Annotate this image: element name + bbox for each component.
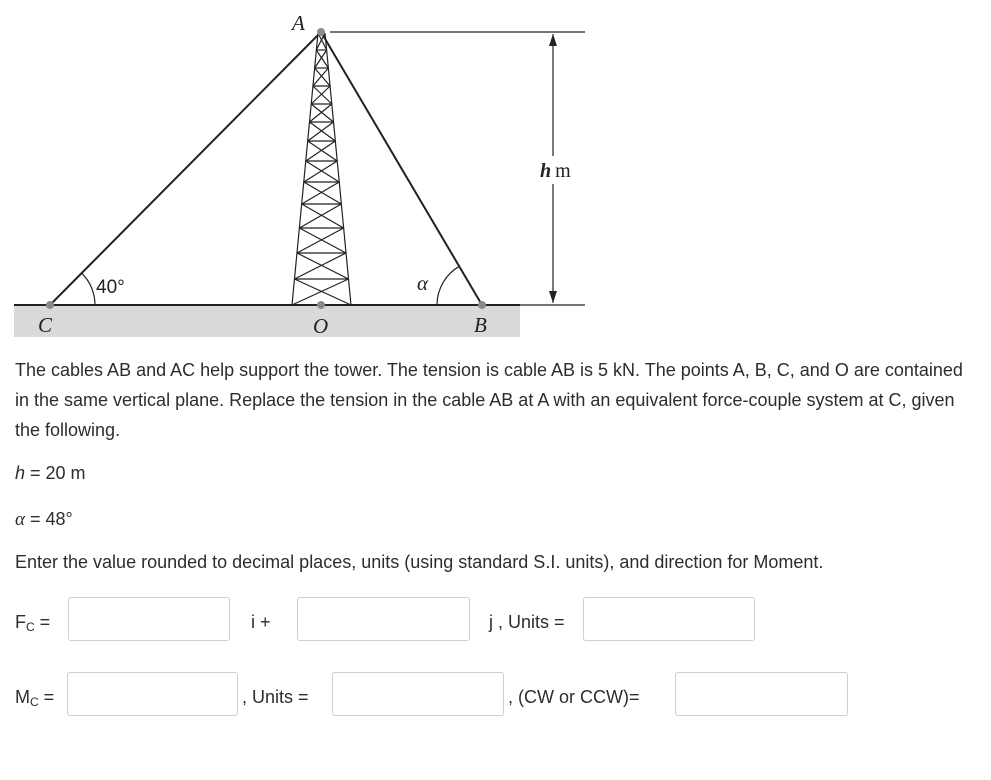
- mc-label: $M_C$ =: [15, 687, 55, 709]
- mc-units-label: , Units =: [242, 687, 309, 707]
- point-b-dot: [478, 301, 486, 309]
- point-c-dot: [46, 301, 54, 309]
- label-b: B: [474, 313, 487, 337]
- label-angle-c: 40°: [96, 277, 125, 298]
- cable-ac: [50, 32, 321, 305]
- label-a: A: [292, 11, 305, 35]
- point-o-dot: [317, 301, 325, 309]
- cable-ab: [321, 32, 482, 305]
- height-arrow-bottom: [549, 291, 557, 303]
- label-alpha: α: [417, 271, 429, 295]
- given-alpha-var: α: [15, 509, 25, 530]
- angle-arc-c: [82, 273, 95, 305]
- direction-label: , (CW or CCW)=: [508, 687, 640, 707]
- fc-units-input[interactable]: [583, 597, 755, 641]
- label-o: O: [313, 314, 329, 338]
- ground-shading: [14, 305, 520, 337]
- tower-lattice: [292, 33, 351, 305]
- fc-label: $F_C$ =: [15, 612, 51, 634]
- mc-value-input[interactable]: [67, 672, 238, 716]
- point-a-dot: [317, 28, 325, 36]
- instructions: Enter the value rounded to decimal places, units (using standard S.I. units), and direction for Moment.: [15, 552, 824, 572]
- given-h: [15, 463, 86, 484]
- direction-input[interactable]: [675, 672, 848, 716]
- i-plus-label: i +: [251, 612, 271, 632]
- fc-i-input[interactable]: [68, 597, 230, 641]
- angle-arc-alpha: [437, 266, 459, 305]
- mc-units-input[interactable]: [332, 672, 504, 716]
- height-arrow-top: [549, 34, 557, 46]
- given-h-var: h: [15, 463, 26, 483]
- label-height: h m: [540, 160, 571, 182]
- given-h-value: = 20 m: [25, 463, 86, 483]
- given-alpha-value: = 48°: [24, 509, 73, 529]
- given-alpha: [15, 509, 73, 531]
- fc-j-input[interactable]: [297, 597, 470, 641]
- label-c: C: [38, 313, 53, 337]
- problem-statement: The cables AB and AC help support the tower. The tension is cable AB is 5 kN. The points A, B, C, and O are contained in the same vertical plane. Replace the tension in the cable AB at A with an equivalent force-couple system at C, given the following.: [15, 360, 963, 440]
- tower-diagram: [0, 0, 991, 345]
- j-units-label: j , Units =: [489, 612, 565, 632]
